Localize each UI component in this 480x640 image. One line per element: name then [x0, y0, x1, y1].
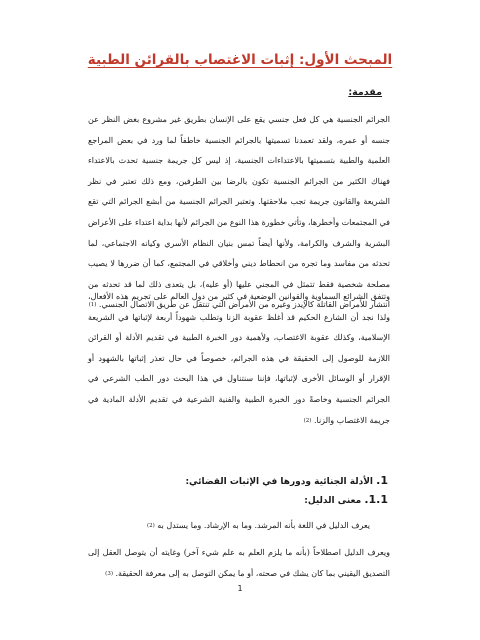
paragraph-2-text: وتتفق الشرائع السماوية والقوانين الوضعية في كثير من دول العالم على تجريم هذه الأفعال، ولذا نجد أن الشارع الحكيم قد أغلظ عقوبة الزنا وتطلب شهوداً أربعة لإثباتها في الشريعة الإسلامية، وكذلك عقوبة الاغتصاب، ولأهمية دور الخبرة الطبية في تقديم الأدلة أو القرائن اللازمة للوصول إلى الحقيقة في هذه الجرائم، خصوصاً في حال تعذر إثباتها بالشهود أو الإقرار أو الوسائل الأخرى لإثباتها، فإننا سنتناول في هذا البحث دور الطب الشرعي في الجرائم الجنسية وخاصةً دور الخبرة الطبية والفنية الشرعية في تقديم الأدلة المادية في جريمة الاغتصاب والزنا. — [88, 292, 390, 425]
footnote-ref-3: (2) — [146, 523, 155, 529]
definition-line — [88, 516, 370, 537]
paragraph-2 — [88, 287, 390, 431]
subsection-heading — [304, 493, 388, 506]
definition-line-text: يعرف الدليل في اللغة بأنه المرشد. وما به الإرشاد. وما يستدل به — [157, 521, 370, 530]
definition-paragraph-text: ويعرف الدليل اصطلاحاً (بأنه ما يلزم العلم به علم شيء آخر) وغايته أن يتوصل العقل إلى التصديق اليقيني بما كان يشك في صحته، أو ما يمكن التوصل به إلى معرفة الحقيقة. — [88, 548, 390, 578]
section-number: 1. — [376, 474, 388, 487]
section-title: الأدلة الجنائية ودورها في الإثبات القضائي: — [185, 477, 374, 487]
subsection-title: معنى الدليل: — [304, 496, 362, 506]
definition-paragraph — [88, 543, 390, 584]
page-title: المبحث الأول: إثبات الاغتصاب بالقرائن الطبية — [87, 52, 393, 68]
footnote-ref-4: (3) — [105, 570, 113, 577]
subsection-number: 1.1. — [364, 493, 388, 506]
section-heading — [185, 474, 388, 487]
footnote-ref-2: (2) — [303, 417, 312, 424]
intro-heading: مقدمة: — [348, 87, 382, 98]
page-number: 1 — [237, 584, 243, 593]
paragraph-1-text: الجرائم الجنسية هي كل فعل جنسي يقع على الإنسان بطريق غير مشروع بغض النظر عن جنسه أو عمره، ولقد تعمدنا تسميتها بالجرائم الجنسية خاطفاً لما ورد في بعض المراجع العلمية والطبية بتسميتها بالاعتداءات الجنسية، إذ ليس كل جريمة جنسية تحدث بالاعتداء فهناك الكثير من الجرائم الجنسية تكون بالرضا بين الطرفين، ومع ذلك تعتبر في نظر الشريعة والقانون جريمة تجب ملاحقتها. وتعتبر الجرائم الجنسية من أبشع الجرائم التي تقع في المجتمعات وأخطرها، وتأتي خطورة هذا النوع من الجرائم لأنها بداية اعتداء على الأعراض البشرية والشرف والكرامة، ولأنها أيضاً تمس بنيان النظام الأسري وكيانه الاجتماعي، لما تحدثه من مفاسد وما تجره من انحطاط ديني وأخلاقي في المجتمع، كما أن ضررها لا يصيب مصلحة شخصية فقط تتمثل في المجني عليها (أو عليه)، بل يتعدى ذلك لما قد تحدثه من انتشار للأمراض القاتلة كالإيدز وغيره من الأمراض التي تنتقل عن طريق الاتصال الجنسي. — [88, 115, 390, 310]
paragraph-1 — [88, 110, 390, 316]
footnote-ref-1: (1) — [88, 302, 97, 309]
